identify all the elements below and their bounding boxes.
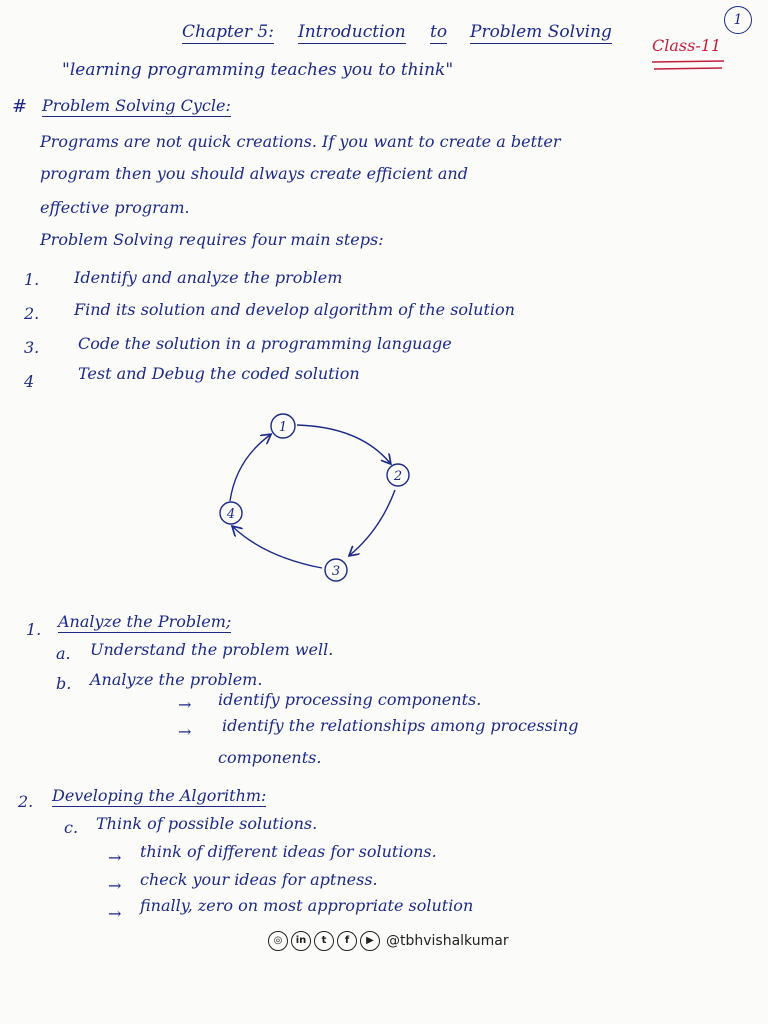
intro-line: Programs are not quick creations. If you want to create a better: [40, 132, 561, 151]
title-word-problem-solving: Problem Solving: [470, 22, 612, 42]
cycle-node-label: 1: [278, 420, 288, 435]
step-number: 1.: [24, 270, 40, 289]
cycle-arrow: [297, 425, 390, 463]
social-handle[interactable]: @tbhvishalkumar: [386, 933, 509, 949]
steps-intro: Problem Solving requires four main steps:: [40, 230, 384, 249]
cycle-arrow: [350, 490, 395, 555]
step-text: Find its solution and develop algorithm of the solution: [74, 300, 515, 319]
heading-hash: #: [12, 96, 28, 117]
youtube-icon[interactable]: ▶: [360, 931, 380, 951]
twitter-icon[interactable]: t: [314, 931, 334, 951]
cycle-arrow: [233, 527, 322, 568]
section2-heading: Developing the Algorithm:: [52, 786, 267, 805]
bullet-text: finally, zero on most appropriate solution: [140, 896, 474, 915]
step-number: 3.: [24, 338, 40, 357]
section1-number: 1.: [26, 620, 42, 639]
bullet-text: identify the relationships among processing: [222, 716, 579, 735]
arrow-icon: →: [108, 848, 122, 867]
title-word-to: to: [430, 22, 448, 42]
item-text: Understand the problem well.: [90, 640, 334, 659]
step-text: Test and Debug the coded solution: [78, 364, 360, 383]
item-label: a.: [56, 644, 71, 663]
cycle-arrow: [230, 435, 270, 501]
chapter-label: Chapter 5:: [182, 22, 274, 42]
cycle-node-label: 3: [331, 564, 341, 579]
arrow-icon: →: [108, 876, 122, 895]
step-number: 4: [24, 372, 35, 391]
class-tag: Class-11: [652, 36, 722, 55]
item-text: Think of possible solutions.: [96, 814, 318, 833]
step-text: Code the solution in a programming language: [78, 334, 452, 353]
item-label: b.: [56, 674, 72, 693]
instagram-icon[interactable]: ◎: [268, 931, 288, 951]
section2-number: 2.: [18, 792, 34, 811]
bullet-text: check your ideas for aptness.: [140, 870, 378, 889]
arrow-icon: →: [178, 722, 192, 741]
problem-solving-cycle-diagram: [200, 405, 430, 595]
item-label: c.: [64, 818, 79, 837]
bullet-text: components.: [218, 748, 322, 767]
intro-line: effective program.: [40, 198, 190, 217]
social-footer: [268, 930, 509, 952]
cycle-node-label: 2: [393, 469, 403, 484]
page-number-badge: 1: [724, 6, 752, 34]
class-tag-underline: [648, 58, 728, 74]
arrow-icon: →: [108, 904, 122, 923]
title-word-introduction: Introduction: [298, 22, 406, 42]
intro-line: program then you should always create efficient and: [40, 164, 468, 183]
cycle-node-label: 4: [226, 507, 236, 522]
step-text: Identify and analyze the problem: [74, 268, 343, 287]
item-text: Analyze the problem.: [90, 670, 263, 689]
section-heading: Problem Solving Cycle:: [42, 96, 231, 115]
linkedin-icon[interactable]: in: [291, 931, 311, 951]
bullet-text: think of different ideas for solutions.: [140, 842, 437, 861]
quote: "learning programming teaches you to think": [62, 60, 454, 80]
facebook-icon[interactable]: f: [337, 931, 357, 951]
arrow-icon: →: [178, 695, 192, 714]
section1-heading: Analyze the Problem;: [58, 612, 232, 631]
bullet-text: identify processing components.: [218, 690, 482, 709]
step-number: 2.: [24, 304, 40, 323]
